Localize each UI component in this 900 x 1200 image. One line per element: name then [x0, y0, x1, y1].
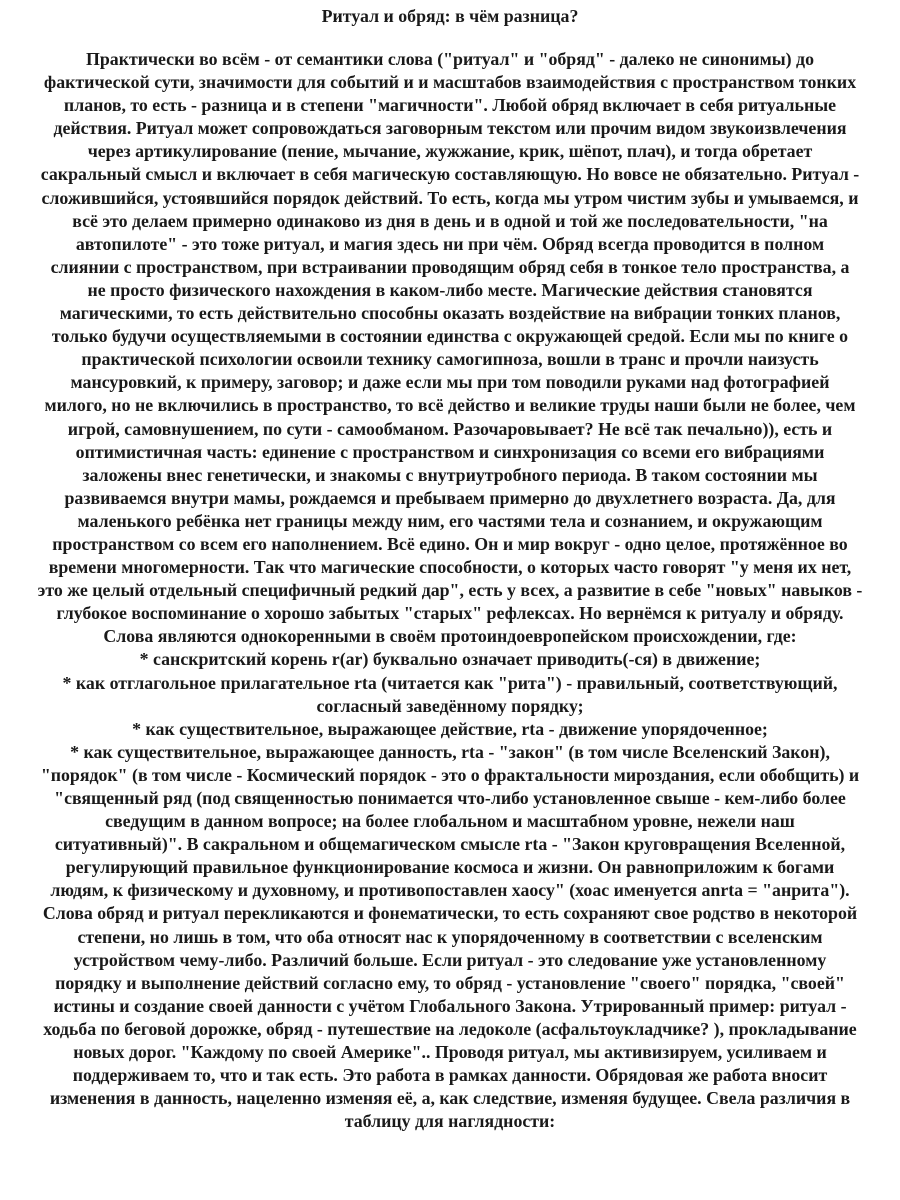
text-line: Практически во всём - от семантики слова ("ритуал" и "обряд" - далеко не синонимы) до [86, 49, 814, 69]
text-line: ситуативный)". В сакральном и общемагическом смысле rta - "Закон круговращения Вселенной, [54, 834, 846, 855]
text-line: "порядок" (в том числе - Космический порядок - это о фрактальности мироздания, если обобщить) и [40, 764, 860, 785]
text-line: Слова обряд и ритуал перекликаются и фонематически, то есть сохраняют свое родство в некоторой [42, 903, 858, 924]
text-line: мансуровкий, к примеру, заговор; и даже если мы при том поводили руками над фотографией [70, 372, 830, 393]
text-line: * как существительное, выражающее действие, rta - движение упорядоченное; [132, 718, 768, 739]
text-line: автопилоте" - это тоже ритуал, и магия здесь ни при чём. Обряд всегда проводится в полном [75, 233, 825, 254]
text-line: фактической сути, значимости для событий и и масштабов взаимодействия с пространством тонких [43, 72, 857, 93]
text-line: действия. Ритуал может сопровождаться заговорным текстом или прочим видом звукоизвлечения [53, 118, 847, 139]
text-line: истины и создание своей данности с учётом Глобального Закона. Утрированный пример: ритуал - [53, 995, 847, 1016]
text-line: оптимистичная часть: единение с пространством и синхронизация со всеми его вибрациями [75, 441, 825, 462]
text-line: порядку и выполнение действий согласно ему, то обряд - установление "своего" порядка, "своей" [55, 972, 845, 993]
text-line: * как существительное, выражающее данность, rta - "закон" (в том числе Вселенский Закон), [70, 741, 830, 762]
text-line: через артикулирование (пение, мычание, жужжание, крик, шёпот, плач), и тогда обретает [87, 141, 813, 162]
text-line: сложившийся, устоявшийся порядок действий. То есть, когда мы утром чистим зубы и умываемся, и [41, 187, 859, 208]
text-line: практической психологии освоили технику самогипноза, вошли в транс и прочли наизусть [81, 349, 819, 370]
text-line: изменения в данность, нацеленно изменяя её, а, как следствие, изменяя будущее. Свела различия в [49, 1088, 851, 1109]
text-line: глубокое воспоминание о хорошо забытых "старых" рефлексах. Но вернёмся к ритуалу и обряду. [56, 603, 844, 624]
text-line: Слова являются однокоренными в своём протоиндоевропейском происхождении, где: [103, 626, 797, 647]
text-line: планов, то есть - разница и в степени "магичности". Любой обряд включает в себя ритуальные [63, 95, 837, 116]
text-line: новых дорог. "Каждому по своей Америке".. Проводя ритуал, мы активизируем, усиливаем и [73, 1042, 827, 1063]
text-line: поддерживаем то, что и так есть. Это работа в рамках данности. Обрядовая же работа вносит [72, 1065, 828, 1086]
text-line: степени, но лишь в том, что оба относят нас к упорядоченному в соответствии с вселенским [77, 926, 823, 947]
text-line: всё это делаем примерно одинаково из дня в день и в одной и той же последовательности, "на [72, 210, 828, 231]
text-line: * санскритский корень r(ar) буквально означает приводить(-ся) в движение; [139, 649, 761, 670]
text-line: таблицу для наглядности: [344, 1111, 556, 1132]
text-line: это же целый отдельный специфичный редкий дар", есть у всех, а развитие в себе "новых" навыков - [37, 580, 863, 601]
text-line: ходьба по беговой дорожке, обряд - путешествие на ледоколе (асфальтоукладчике? ), прокладывание [43, 1018, 857, 1039]
document-title: Ритуал и обряд: в чём разница? [321, 6, 579, 26]
text-line: согласный заведённому порядку; [316, 695, 584, 716]
text-line: времени многомерности. Так что магические способности, о которых часто говорят "у меня их нет, [48, 557, 852, 578]
text-line: сведущим в данном вопросе; на более глобальном и масштабном уровне, нежели наш [105, 811, 795, 832]
text-line: людям, к физическому и духовному, и противопоставлен хаосу" (хоас именуется anrta = "анрита"). [50, 880, 850, 901]
text-line: пространством со всем его наполнением. Всё едино. Он и мир вокруг - одно целое, протяжённое во [52, 533, 848, 554]
text-line: * как отглагольное прилагательное rta (читается как "рита") - правильный, соответствующий, [62, 672, 838, 693]
document-body [0, 48, 900, 1133]
text-line: милого, но не включились в пространство, то всё действо и великие труды наши были не более, чем [44, 395, 856, 416]
text-line: только будучи осуществляемыми в состоянии единства с окружающей средой. Если мы по книге о [51, 326, 849, 347]
text-line: регулирующий правильное функционирование космоса и жизни. Он равноприложим к богами [65, 857, 835, 878]
text-line: заложены внес генетически, и знакомы с внутриутробного периода. В таком состоянии мы [82, 464, 818, 485]
text-line: маленького ребёнка нет границы между ним, его частями тела и сознанием, и окружающим [77, 510, 823, 531]
text-line: слиянии с пространством, при встраивании проводящим обряд себя в тонкое тело пространства, а [50, 256, 850, 277]
text-line: развиваемся внутри мамы, рождаемся и пребываем примерно до двухлетнего возраста. Да, для [64, 487, 836, 508]
text-line: не просто физического нахождения в каком-либо месте. Магические действия становятся [87, 279, 813, 300]
text-line: магическими, то есть действительно способны оказать воздействие на вибрации тонких планов, [59, 303, 841, 324]
text-line: игрой, самовнушением, по сути - самообманом. Разочаровывает? Не всё так печально)), есть и [67, 418, 833, 439]
text-line: "священный ряд (под священностью понимается что-либо установленное свыше - кем-либо более [54, 788, 846, 808]
text-line: сакральный смысл и включает в себя магическую составляющую. Но вовсе не обязательно. Ритуал - [40, 164, 860, 185]
text-line: устройством чему-либо. Различий больше. Если ритуал - это следование уже установленному [73, 949, 827, 970]
